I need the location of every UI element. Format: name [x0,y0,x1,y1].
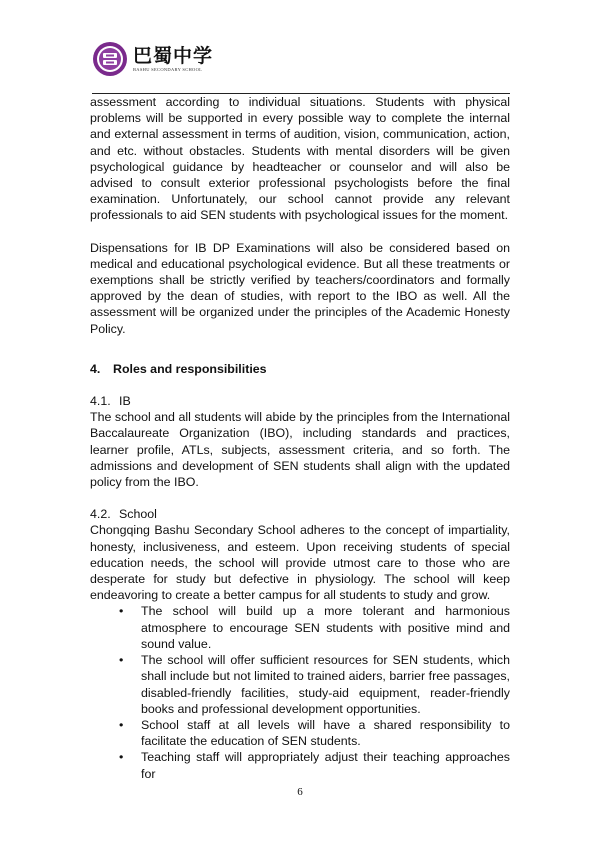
subsection-4-1-heading [90,393,510,409]
list-item-text: School staff at all levels will have a shared responsibility to facilitate the education of SEN students. [141,717,510,749]
list-item-text: Teaching staff will appropriately adjust their teaching approaches for [141,750,510,781]
subsection-4-1-body: The school and all students will abide by the principles from the International Baccalaureate Organization (IBO), including standards and practices, learner profile, ATLs, subjects, assessment criteria, and so forth. The admissions and development of SEN students shall align with the updated policy from the IBO. [90,410,510,490]
bullet-icon: • [119,604,124,619]
document-header [92,40,213,78]
page-number: 6 [297,786,303,798]
school-responsibilities-list [90,603,510,781]
subsection-4-2-body: Chongqing Bashu Secondary School adheres to the concept of impartiality, honesty, inclusiveness, and esteem. Upon receiving students of special education needs, the school will provide utmost care to those who are desperate for study but defective in physiology. The school will keep endeavoring to create a better campus for all students to study and grow. [90,523,510,603]
list-item [119,749,510,781]
subsection-number: 4.1. [90,394,111,409]
list-item-text: The school will build up a more tolerant and harmonious atmosphere to encourage SEN students with positive mind and sound value. [141,604,510,651]
list-item [119,652,510,717]
logo-english-name: BASHU SECONDARY SCHOOL [133,67,203,72]
section-4-heading [90,361,510,377]
subsection-number: 4.2. [90,507,111,522]
paragraph-dispensations: Dispensations for IB DP Examinations will also be considered based on medical and educational psychological evidence. But all these treatments or exemptions shall be strictly verified by teachers/coordinators and formally approved by the dean of studies, with report to the IBO as well. All the assessment will be organized under the principles of the Academic Honesty Policy. [90,240,510,336]
subsection-title: IB [119,394,131,409]
list-item-text: The school will offer sufficient resources for SEN students, which shall include but not limited to trained aiders, barrier free passages, disabled-friendly facilities, study-aid equipment, reader-friendly books and professional development opportunities. [141,653,510,716]
paragraph-assessment: assessment according to individual situations. Students with physical problems will be supported in every possible way to complete the internal and external assessment in terms of audition, vision, communication, action, and etc. without obstacles. Students with mental disorders will be given psychological guidance by headteacher or counselor and will also be advised to consult exterior professional psychologists before the final examination. Unfortunately, our school cannot provide any relevant professionals to aid SEN students with psychological issues for the moment. [90,95,510,223]
section-number: 4. [90,361,101,376]
school-emblem-icon [92,41,128,77]
school-logo [133,46,213,72]
subsection-title: School [119,507,157,522]
bullet-icon: • [119,653,124,668]
list-item [119,603,510,652]
subsection-4-2-heading [90,506,510,522]
logo-chinese-name: 巴蜀中学 [133,45,214,67]
bullet-icon: • [119,717,124,732]
list-item [119,717,510,749]
section-title: Roles and responsibilities [113,361,267,376]
bullet-icon: • [119,750,124,765]
page-content [90,94,510,782]
